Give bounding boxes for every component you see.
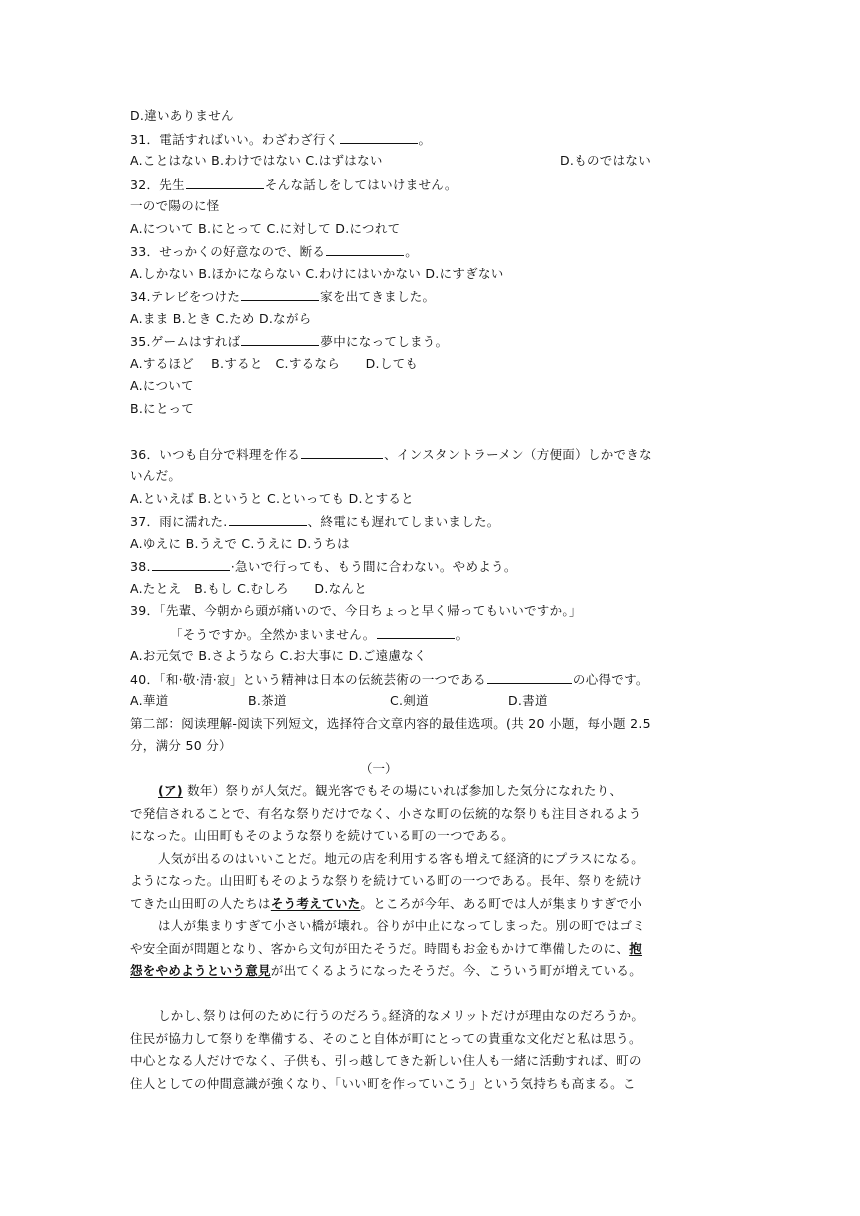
answer-blank <box>241 288 319 301</box>
paragraph-3-line-4: 住人としての仲間意識が強くなり、「いい町を作っていこう」という気持ちも高まる。こ <box>130 1076 636 1091</box>
question-40-option-a: A.華道 <box>130 693 169 708</box>
question-text: 38. <box>130 559 151 574</box>
paragraph-text: や安全面が問題となり、客から文句が田たそうだ。時間もお金もかけて準備したのに、 <box>130 941 630 956</box>
question-40-option-b: B.茶道 <box>248 693 287 708</box>
question-text-end: 。 <box>455 627 469 642</box>
q30-option-d: D.違いありません <box>130 108 234 123</box>
paragraph-1-line-2: で発信されることで、有名な祭りだけでなく、小さな町の伝統的な祭りも注目されるよう <box>130 806 642 821</box>
question-37 <box>130 513 500 530</box>
extra-option-b: B.にとって <box>130 401 195 416</box>
question-31 <box>130 131 431 148</box>
paragraph-1-line-1 <box>158 783 622 799</box>
question-40-option-c: C.剣道 <box>390 693 429 708</box>
question-text: 31．電話すればいい。わざわざ行く <box>130 132 339 147</box>
paragraph-2-line-2: ようになった。山田町もそのような祭りを続けている町の一つである。長年、祭りを続け <box>130 873 643 888</box>
answer-blank <box>229 513 307 526</box>
question-31-option-d: D.ものではない <box>560 153 651 168</box>
question-text: 36．いつも自分で料理を作る <box>130 447 301 462</box>
question-text-end: 家を出てきました。 <box>320 289 436 304</box>
question-text-end: 。 <box>418 132 432 147</box>
question-text-end: 。 <box>405 244 419 259</box>
question-33 <box>130 243 418 260</box>
question-31-options: A.ことはない B.わけではない C.はずはない <box>130 153 383 168</box>
answer-blank <box>487 671 572 684</box>
answer-blank <box>301 446 383 459</box>
part-2-heading: 第二部：阅读理解-阅读下列短文，选择符合文章内容的最佳选项。(共 20 小题，每小题 2.5 <box>130 716 651 731</box>
question-35-options: A.するほど B.すると C.するなら D.しても <box>130 356 419 371</box>
question-32-options: A.について B.にとって C.に対して D.につれて <box>130 221 401 236</box>
paragraph-text-end: 。ところが今年、ある町では人が集まりすぎで小 <box>360 896 643 911</box>
extra-option-a: A.について <box>130 378 194 393</box>
answer-blank <box>152 558 230 571</box>
paragraph-2-line-3 <box>130 896 642 912</box>
question-text: 35.ゲームはすれば <box>130 334 241 349</box>
answer-blank <box>241 333 319 346</box>
question-34 <box>130 288 435 305</box>
question-text: 33．せっかくの好意なので、断る <box>130 244 326 259</box>
question-text-end: そんな話しをしてはいけません。 <box>264 177 458 192</box>
question-38-options: A.たとえ B.もし C.むしろ D.なんと <box>130 581 368 596</box>
underlined-phrase: そう考えていた <box>270 896 361 911</box>
paragraph-2-line-4: は人が集まりすぎて小さい橋が壊れ。谷りが中止になってしまった。別の町ではゴミ <box>158 918 646 933</box>
question-32 <box>130 176 458 193</box>
question-40 <box>130 671 649 688</box>
question-text: 40．「和·敬·清·寂」という精神は日本の伝統芸術の一つである <box>130 672 486 687</box>
question-text-end: 、終電にも遅れてしまいました。 <box>307 514 500 529</box>
paragraph-text-end: が出てくるようになったそうだ。今、こういう町が増えている。 <box>270 963 643 978</box>
question-text: 37．雨に濡れた. <box>130 514 228 529</box>
question-text-end: 、インスタントラーメン（方便面）しかできな <box>384 447 652 462</box>
paragraph-2-line-1: 人気が出るのはいいことだ。地元の店を利用する客も増えて経済的にプラスになる。 <box>158 851 645 866</box>
paragraph-text: てきた山田町の人たちは <box>130 896 271 911</box>
question-39: 39．「先輩、今朝から頭が痛いので、今日ちょっと早く帰ってもいいですか。」 <box>130 603 582 618</box>
stray-text-line: 一ので陽のに怪 <box>130 198 220 213</box>
underlined-phrase: 怨をやめようという意見 <box>130 963 271 978</box>
question-33-options: A.しかない B.ほかにならない C.わけにはいかない D.にすぎない <box>130 266 504 281</box>
paragraph-2-line-5 <box>130 941 642 957</box>
answer-blank <box>326 243 404 256</box>
question-text: 32．先生 <box>130 177 185 192</box>
question-39-options: A.お元気で B.さようなら C.お大事に D.ご遠慮なく <box>130 648 427 663</box>
question-35 <box>130 333 448 350</box>
paragraph-3-line-2: 住民が協力して祭りを準備する、そのこと自体が町にとっての貴重な文化だと私は思う。 <box>130 1031 642 1046</box>
paragraph-3-line-1: しかし､祭りは何のために行うのだろう｡経済的なメリットだけが理由なのだろうか。 <box>158 1008 645 1023</box>
paragraph-1-line-3: になった。山田町もそのような祭りを続けている町の一つである。 <box>130 828 515 843</box>
paragraph-3-line-3: 中心となる人だけでなく、子供も、引っ越してきた新しい住人も一緒に活動すれば、町の <box>130 1053 642 1068</box>
question-36 <box>130 446 652 463</box>
answer-blank <box>377 626 455 639</box>
blank-marker-a: (ア) <box>158 783 183 798</box>
question-38 <box>130 558 517 575</box>
question-37-options: A.ゆえに B.うえで C.うえに D.うちは <box>130 536 350 551</box>
answer-blank <box>186 176 264 189</box>
part-2-heading-continued: 分，满分 50 分） <box>130 738 232 753</box>
question-text: 「そうですか。全然かまいません。 <box>170 627 376 642</box>
underlined-phrase-start: 抱 <box>629 941 643 956</box>
question-text-end: 夢中になってしまう。 <box>320 334 449 349</box>
question-34-options: A.まま B.とき C.ため D.ながら <box>130 311 312 326</box>
question-39-reply <box>170 626 468 643</box>
paragraph-2-line-6 <box>130 963 642 979</box>
question-text-end: ·急いで行っても、もう間に合わない。やめよう。 <box>230 559 517 574</box>
question-40-option-d: D.書道 <box>508 693 548 708</box>
question-text-end: の心得です。 <box>572 672 649 687</box>
question-36-options: A.といえば B.というと C.といっても D.とすると <box>130 491 414 506</box>
question-text: 34.テレビをつけた <box>130 289 241 304</box>
question-36-continued: いんだ。 <box>130 468 182 483</box>
paragraph-text: 数年）祭りが人気だ。観光客でもその場にいれば参加した気分になれたり、 <box>187 783 623 798</box>
answer-blank <box>340 131 418 144</box>
section-number: （一） <box>360 761 398 776</box>
